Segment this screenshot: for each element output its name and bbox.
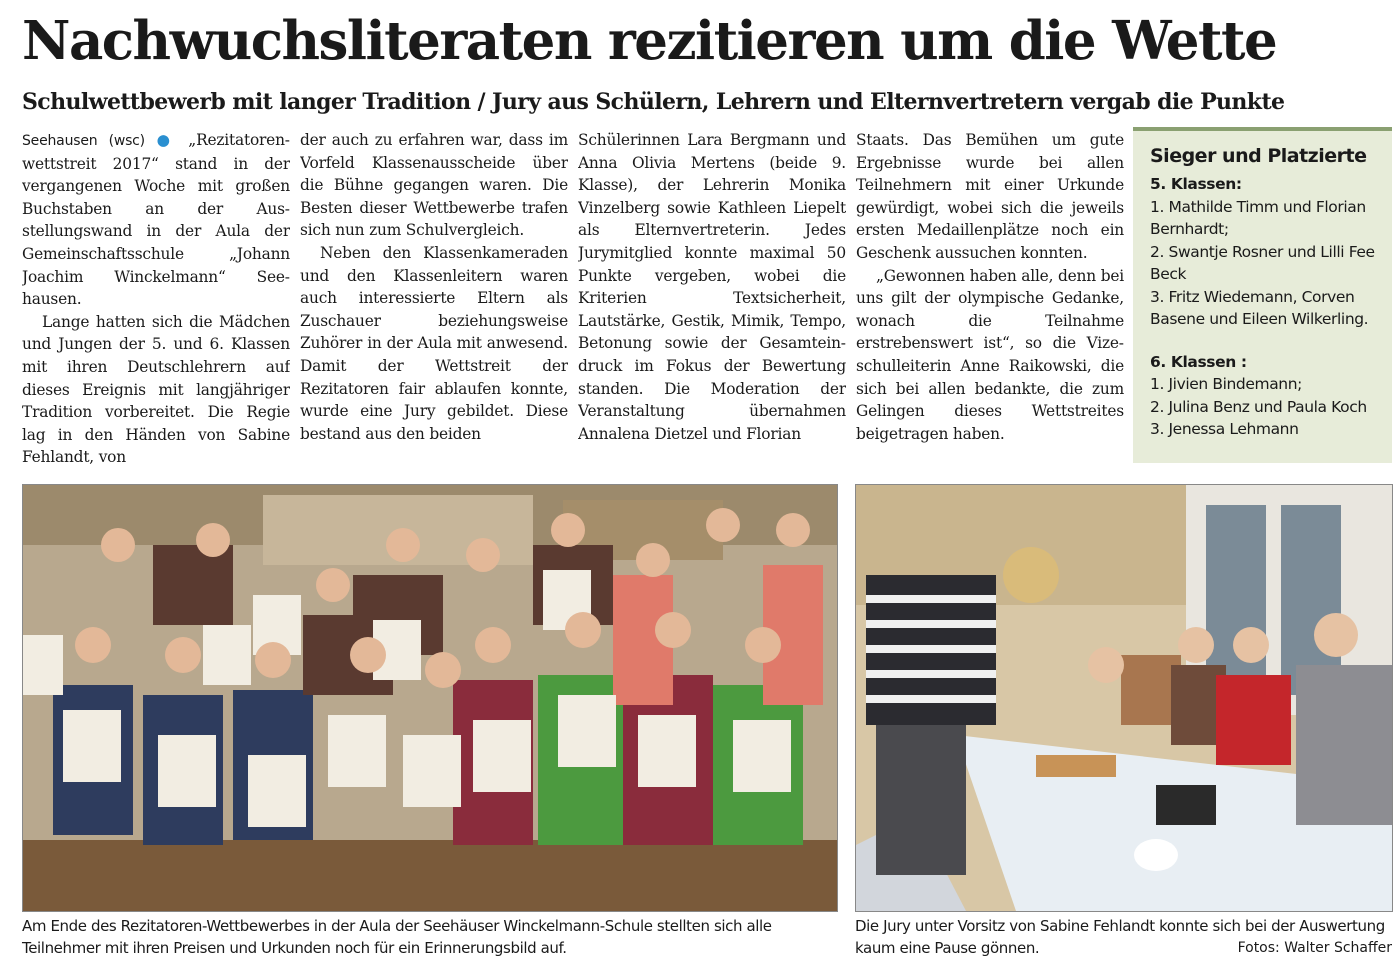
paragraph-1-text: „Rezitatorenwettstreit 2017“ stand in der vergangenen Woche mit großen Buchstaben an der Ausstellungswand in der Aula der Gemeinschaftsschule „Johann Joachim Winckelmann“ Seehausen. [22, 131, 290, 309]
class6-entry-2: 2. Julina Benz und Paula Koch [1150, 397, 1367, 416]
class6-label: 6. Klassen : [1150, 352, 1247, 371]
jury-photo-image [856, 485, 1392, 911]
group-photo [22, 484, 838, 912]
article-paragraph-1 [22, 129, 290, 311]
class6-entry-1: 1. Jivien Bindemann; [1150, 375, 1302, 393]
group-photo-caption: Am Ende des Rezitatoren-Wettbewerbes in der Aula der Seehäuser Winckelmann-Schule stellten sich alle Teilnehmer mit ihren Preisen und Urkunden noch für ein Erinnerungsbild auf. [22, 917, 772, 957]
article-paragraph-3: der auch zu erfahren war, dass im Vorfeld Klassenausscheide über die Bühne gegangen waren. Die Besten dieser Wettbewerbe trafen sich nun zum Schulvergleich. [300, 131, 568, 240]
headline: Nachwuchsliteraten rezitieren um die Wette [22, 10, 1277, 72]
article-column-3 [578, 129, 846, 469]
article-paragraph-4: Neben den Klassenkameraden und den Klassenleitern waren auch interessierte Eltern als Zuschauer beziehungsweise Zuhörer in der Aula mit anwesend. Damit der Wettstreit der Rezitatoren fair ablaufen konnte, wurde eine Jury gebildet. Diese bestand aus den beiden [300, 243, 568, 443]
bullet-icon: ● [156, 131, 177, 149]
class5-entry-1: 1. Mathilde Timm und Florian Bernhardt; [1150, 197, 1366, 238]
class5-entry-2: 2. Swantje Rosner und Lilli Fee Beck [1150, 242, 1375, 283]
winners-box [1133, 127, 1392, 463]
article-column-1 [22, 129, 290, 469]
article-paragraph-5: Schülerinnen Lara Bergmann und Anna Olivia Mertens (beide 9. Klasse), der Lehrerin Monika Vinzelberg sowie Kathleen Liepelt als Elternvertreterin. Jedes Jurymitglied konnte maximal 50 Punkte vergeben, wobei die Kriterien Textsicherheit, Lautstärke, Gestik, Mimik, Tempo, Betonung sowie der Gesamteindruck im Fokus der Bewertung standen. Die Moderation der Veranstaltung übernahmen Annalena Dietzel und Florian [578, 131, 846, 443]
jury-photo-caption: Die Jury unter Vorsitz von Sabine Fehlandt konnte sich bei der Auswertung kaum eine Pause gönnen. [855, 917, 1385, 957]
article-paragraph-6: Staats. Das Bemühen um gute Ergebnisse wurde bei allen Teilnehmern mit einer Urkunde gewürdigt, wobei sich die jeweils ersten Medaillenplätze noch ein Geschenk aussuchen konnten. [856, 131, 1124, 262]
group-photo-image [23, 485, 837, 911]
class5-entry-3: 3. Fritz Wiedemann, Corven Basene und Eileen Wilkerling. [1150, 287, 1369, 328]
article-paragraph-2: Lange hatten sich die Mädchen und Jungen der 5. und 6. Klassen mit ihren Deutschlehrern auf dieses Ereignis mit langjähriger Tradition vorbereitet. Die Regie lag in den Händen von Sabine Fehlandt, von [22, 312, 290, 467]
dateline: Seehausen (wsc) [22, 133, 145, 149]
class6-entry-3: 3. Jenessa Lehmann [1150, 420, 1299, 438]
jury-photo [855, 484, 1393, 912]
winners-title: Sieger und Platzierte [1150, 145, 1367, 167]
article-column-2 [300, 129, 568, 469]
article-paragraph-7: „Gewonnen haben alle, denn bei uns gilt der olympische Gedanke, wonach die Teilnahme erstrebenswert ist“, so die Vizeschulleiterin Anne Raikowski, die sich bei allen bedankte, die zum Gelingen dieses Wettstreites beigetragen haben. [856, 266, 1124, 443]
class5-label: 5. Klassen: [1150, 175, 1242, 193]
subheadline: Schulwettbewerb mit langer Tradition / Jury aus Schülern, Lehrern und Elternvertretern vergab die Punkte [22, 89, 1285, 115]
article-column-4 [856, 129, 1124, 469]
photo-credit: Fotos: Walter Schaffer [1237, 940, 1392, 956]
